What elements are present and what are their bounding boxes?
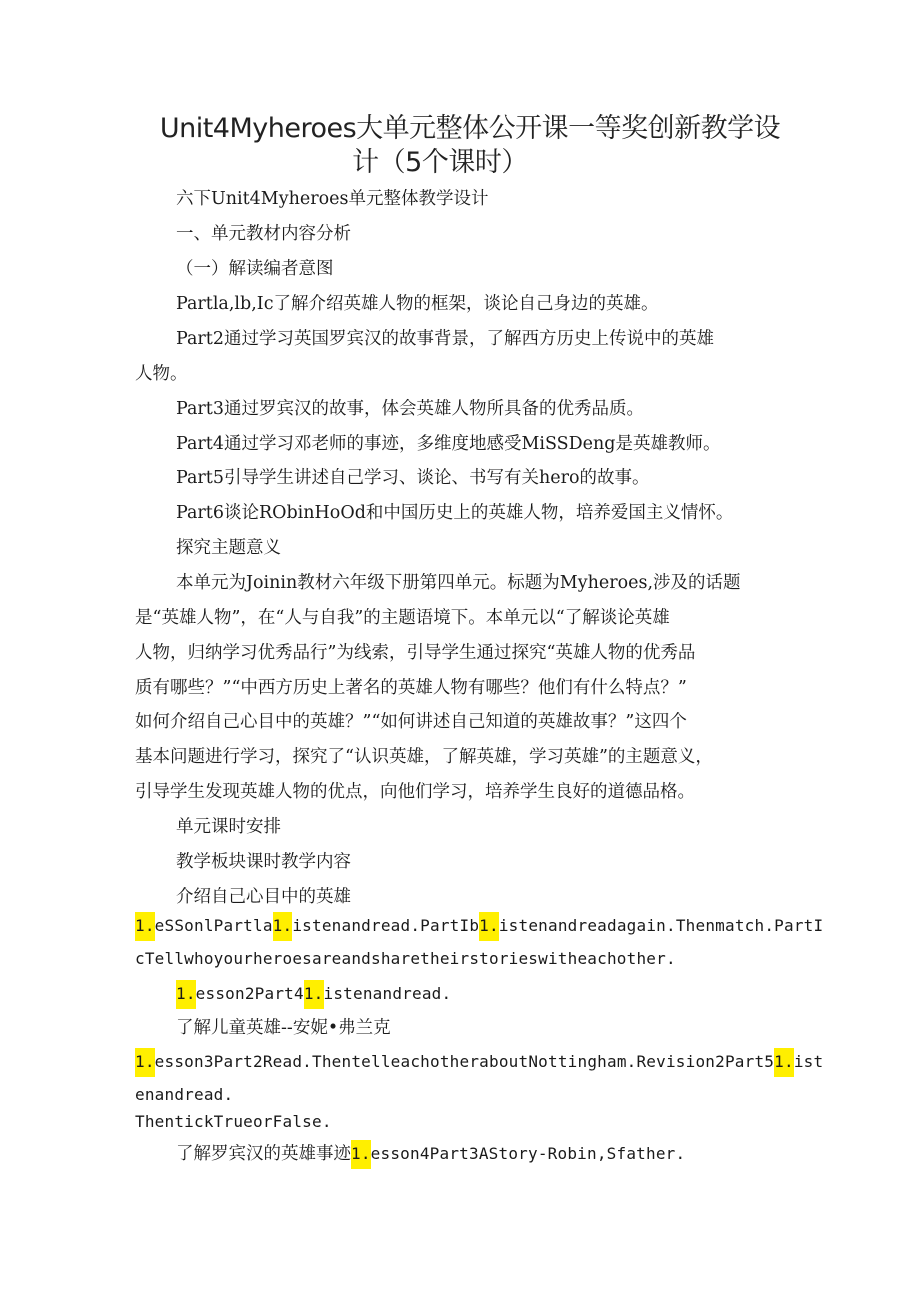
paragraph-part2-line2: 人物。 bbox=[135, 364, 188, 384]
highlight-mark: 1. bbox=[135, 912, 155, 941]
table-header: 教学板块课时教学内容 bbox=[176, 852, 351, 872]
section-heading-analysis: 一、单元教材内容分析 bbox=[176, 224, 351, 244]
lesson3-line3: ThentickTrueorFalse. bbox=[135, 1112, 332, 1131]
lesson1-line1 bbox=[135, 914, 823, 938]
lesson3-text-a: esson3Part2Read.ThentelleachotheraboutNottingham.Revision2Part5 bbox=[154, 1052, 775, 1071]
lesson1-text-a: eSSonlPartla bbox=[154, 916, 273, 935]
theme-paragraph-line: 引导学生发现英雄人物的优点，向他们学习，培养学生良好的道德品格。 bbox=[135, 782, 695, 802]
lesson3-text-b: ist bbox=[793, 1052, 824, 1071]
paragraph-part3: Part3通过罗宾汉的故事，体会英雄人物所具备的优秀品质。 bbox=[176, 399, 644, 419]
paragraph-part1: Partla,lb,Ic了解介绍英雄人物的框架，谈论自己身边的英雄。 bbox=[176, 294, 659, 314]
lesson1-text-c: istenandreadagain.Thenmatch.PartI bbox=[498, 916, 824, 935]
theme-paragraph-line: 人物，归纳学习优秀品行”为线索，引导学生通过探究“英雄人物的优秀品 bbox=[135, 643, 696, 663]
lesson2-text-a: esson2Part4 bbox=[195, 984, 304, 1003]
paragraph-part2-line1: Part2通过学习英国罗宾汉的故事背景，了解西方历史上传说中的英雄 bbox=[176, 329, 714, 349]
highlight-mark: 1. bbox=[176, 980, 196, 1009]
theme-paragraph-line: 如何介绍自己心目中的英雄？”“如何讲述自己知道的英雄故事？”这四个 bbox=[135, 712, 687, 732]
lesson4-text-a: esson4Part3AStory-Robin,Sfather. bbox=[370, 1144, 686, 1163]
highlight-mark: 1. bbox=[479, 912, 499, 941]
highlight-mark: 1. bbox=[135, 1048, 155, 1077]
paragraph-part4: Part4通过学习邓老师的事迹，多维度地感受MiSSDeng是英雄教师。 bbox=[176, 434, 721, 454]
paragraph-part6: Part6谈论RObinHoOd和中国历史上的英雄人物，培养爱国主义情怀。 bbox=[176, 503, 734, 523]
block-label-robin-hood: 了解罗宾汉的英雄事迹 bbox=[176, 1144, 351, 1164]
theme-paragraph-line: 本单元为Joinin教材六年级下册第四单元。标题为Myheroes,涉及的话题 bbox=[176, 573, 741, 593]
lesson2-line bbox=[176, 982, 451, 1006]
lesson4-line bbox=[176, 1142, 685, 1166]
block-label-child-hero: 了解儿童英雄--安妮•弗兰克 bbox=[176, 1018, 391, 1038]
document-title-line2: 计（5个课时） bbox=[352, 147, 528, 178]
theme-paragraph-line: 基本问题进行学习，探究了“认识英雄，了解英雄，学习英雄”的主题意义， bbox=[135, 747, 713, 767]
lesson1-line2: cTellwhoyourheroesareandsharetheirstorieswitheachother. bbox=[135, 949, 676, 968]
highlight-mark: 1. bbox=[351, 1140, 371, 1169]
document-subtitle: 六下Unit4Myheroes单元整体教学设计 bbox=[176, 189, 489, 209]
subsection-heading-intent: （一）解读编者意图 bbox=[176, 259, 334, 279]
schedule-heading: 单元课时安排 bbox=[176, 817, 281, 837]
theme-paragraph-line: 是“英雄人物”，在“人与自我”的主题语境下。本单元以“了解谈论英雄 bbox=[135, 608, 670, 628]
lesson3-line1 bbox=[135, 1050, 823, 1074]
lesson3-line2: enandread. bbox=[135, 1085, 234, 1104]
highlight-mark: 1. bbox=[273, 912, 293, 941]
lesson1-text-b: istenandread.PartIb bbox=[292, 916, 480, 935]
paragraph-part5: Part5引导学生讲述自己学习、谈论、书写有关hero的故事。 bbox=[176, 468, 650, 488]
lesson2-text-b: istenandread. bbox=[323, 984, 452, 1003]
highlight-mark: 1. bbox=[304, 980, 324, 1009]
theme-paragraph-line: 质有哪些？”“中西方历史上著名的英雄人物有哪些？他们有什么特点？” bbox=[135, 678, 687, 698]
highlight-mark: 1. bbox=[774, 1048, 794, 1077]
theme-heading: 探究主题意义 bbox=[176, 538, 281, 558]
block-label-introduce-hero: 介绍自己心目中的英雄 bbox=[176, 887, 351, 907]
document-title-line1: Unit4Myheroes大单元整体公开课一等奖创新教学设 bbox=[159, 113, 781, 144]
